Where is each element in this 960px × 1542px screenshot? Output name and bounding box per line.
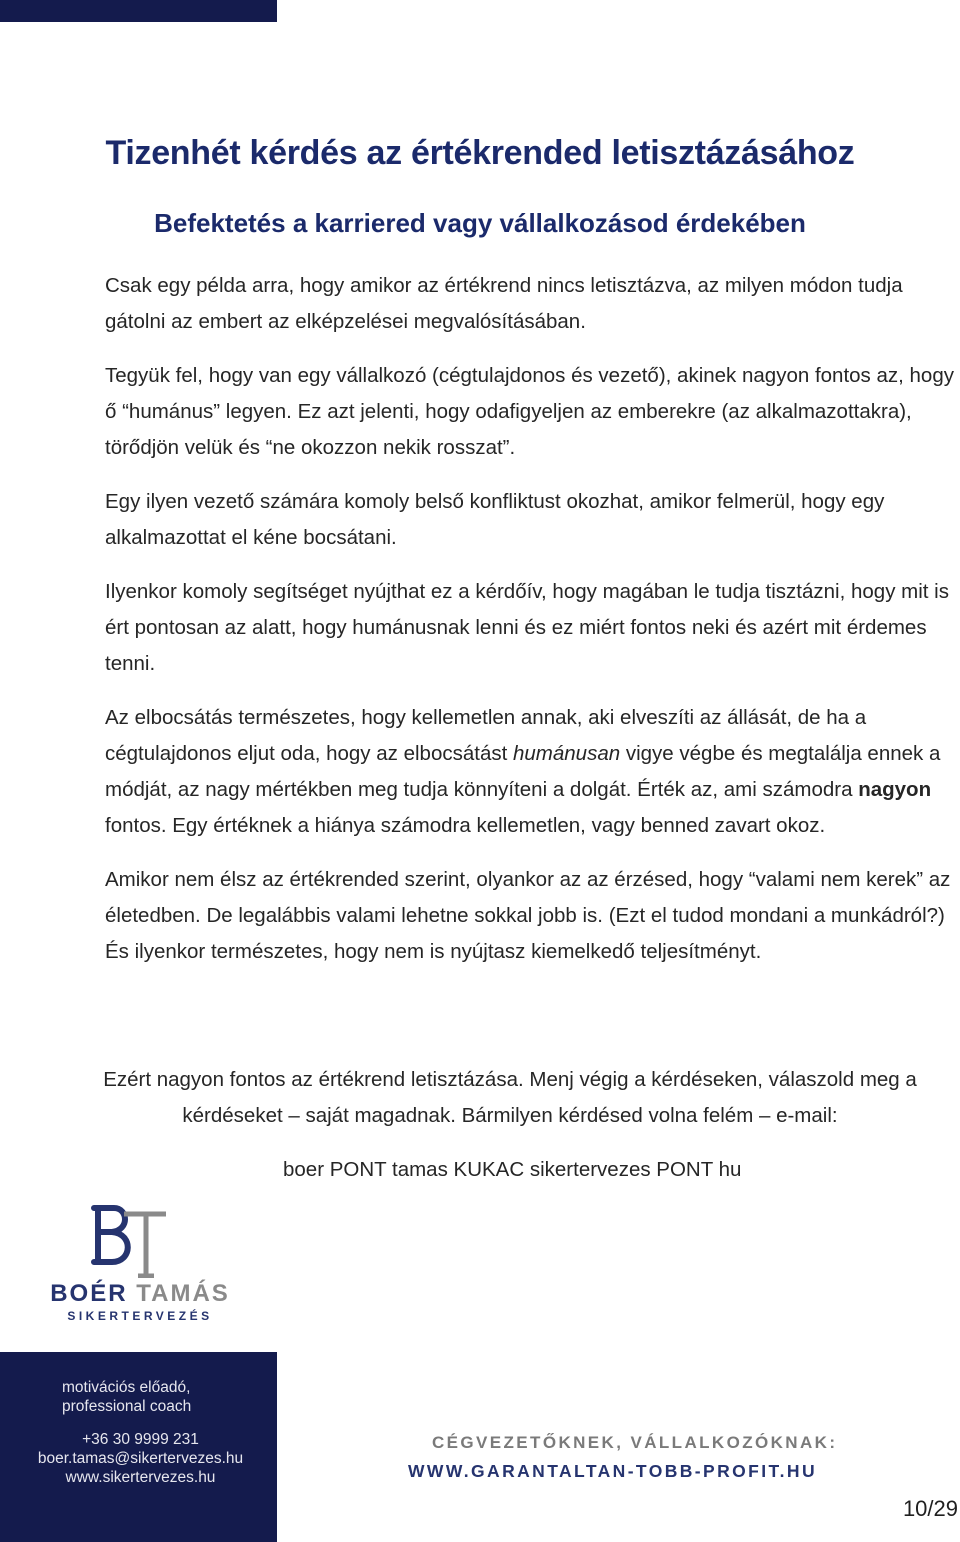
contact-email-panel: boer.tamas@sikertervezes.hu [37,1450,244,1467]
promo-banner-url: WWW.GARANTALTAN-TOBB-PROFIT.HU [408,1461,817,1481]
contact-panel [0,1352,277,1542]
paragraph-5-italic: humánusan [513,742,621,765]
role-line-2: professional coach [62,1398,192,1415]
paragraph-3: Egy ilyen vezető számára komoly belső konfliktust okozhat, amikor felmerül, hogy egy alkalmazottat el kéne bocsátani. [105,490,885,549]
promo-banner [408,1433,888,1482]
paragraph-5-text-a: Az elbocsátás természetes, hogy kellemetlen annak, aki elveszíti az állását, de ha a cégtulajdonos eljut oda, hogy az elbocsátást [105,706,867,765]
logo-tagline: SIKERTERVEZÉS [67,1309,213,1323]
contact-email: boer PONT tamas KUKAC sikertervezes PONT hu [283,1158,742,1181]
contact-panel-details [18,1430,263,1487]
contact-phone: +36 30 9999 231 [82,1431,199,1448]
top-decorative-bar [0,0,277,22]
contact-panel-role [62,1378,191,1416]
paragraph-1: Csak egy példa arra, hogy amikor az értékrend nincs letisztázva, az milyen módon tudja gátolni az embert az elképzelései megvalósításában. [105,274,903,333]
role-line-1: motivációs előadó, [62,1379,191,1396]
paragraph-6: Amikor nem élsz az értékrended szerint, olyankor az az érzésed, hogy “valami nem kerek” az életedben. De legalábbis valami lehetne sokkal jobb is. (Ezt el tudod mondani a munkádról?) És ilyenkor természetes, hogy nem is nyújtasz kiemelkedő teljesítményt. [105,868,951,963]
paragraph-5-bold: nagyon [858,778,932,801]
paragraph-5-text-b: vigye végbe és megtalálja ennek a módját, az nagy mértékben meg tudja könnyíteni a dolgát. Érték az, ami számodra [105,742,941,801]
logo-name-last: TAMÁS [136,1280,230,1307]
company-logo [40,1200,240,1330]
page-subtitle: Befektetés a karriered vagy vállalkozásod érdekében [154,208,806,238]
logo-name [40,1280,240,1308]
contact-website: www.sikertervezes.hu [65,1469,216,1486]
page-number: 10/29 [902,1496,958,1521]
body-text [105,268,957,988]
page-title: Tizenhét kérdés az értékrended letisztázásához [105,134,855,172]
paragraph-2: Tegyük fel, hogy van egy vállalkozó (cégtulajdonos és vezető), akinek nagyon fontos az, hogy ő “humánus” legyen. Ez azt jelenti, hogy odafigyeljen az emberekre (az alkalmazottakra), törődjön velük és “ne okozzon nekik rosszat”. [105,364,954,459]
paragraph-4: Ilyenkor komoly segítséget nyújthat ez a kérdőív, hogy magában le tudja tisztázni, hogy mit is ért pontosan az alatt, hogy humánusnak lenni és ez miért fontos neki és azért mit érdemes tenni. [105,580,949,675]
paragraph-5-text-c: fontos. Egy értéknek a hiánya számodra kellemetlen, vagy benned zavart okoz. [105,814,826,837]
bt-monogram-icon [90,1200,170,1278]
closing-paragraph: Ezért nagyon fontos az értékrend letisztázása. Menj végig a kérdéseken, válaszold meg a kérdéseket – saját magadnak. Bármilyen kérdésed volna felém – e-mail: [103,1068,917,1127]
promo-banner-heading: CÉGVEZETŐKNEK, VÁLLALKOZÓKNAK: [432,1433,838,1452]
logo-name-first: BOÉR [50,1280,128,1307]
paragraph-5 [105,700,957,844]
